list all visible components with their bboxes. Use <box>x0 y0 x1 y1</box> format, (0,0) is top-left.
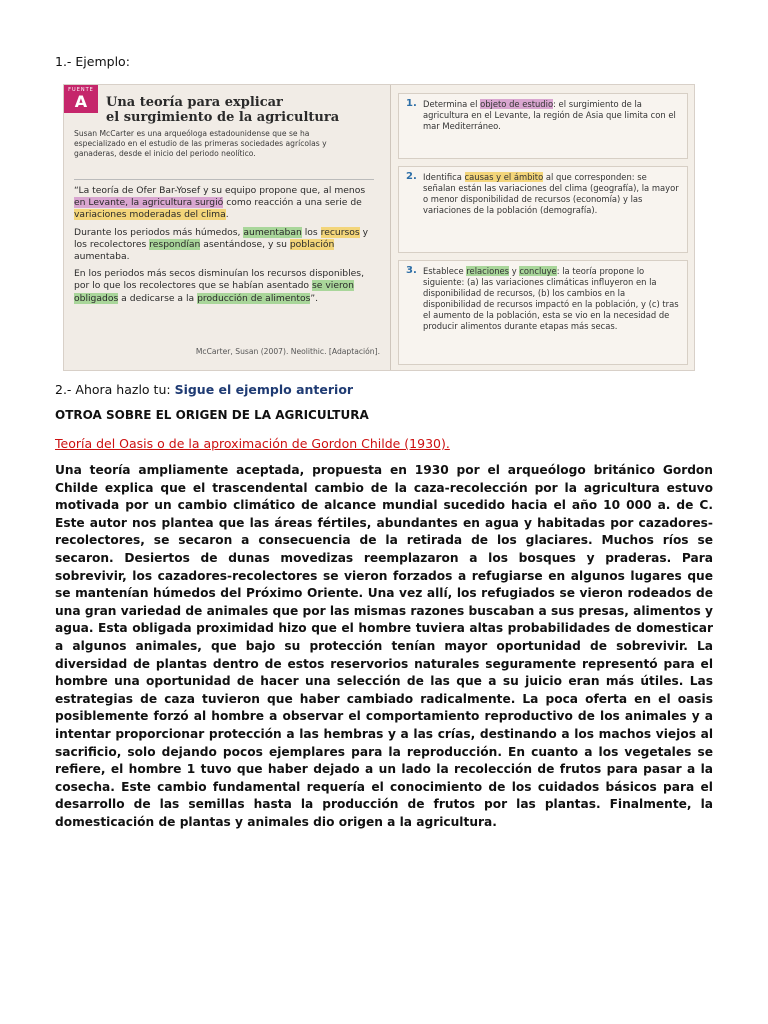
divider <box>74 179 374 180</box>
section-heading: OTROA SOBRE EL ORIGEN DE LA AGRICULTURA <box>55 408 369 422</box>
highlight-green: producción de alimentos <box>197 292 311 304</box>
step-text: Identifica <box>423 172 465 182</box>
figure-title <box>106 95 366 125</box>
step-text: : el surgimiento de la agricultura en el Levante, la región de Asia que limita con el mar Mediterráneo. <box>423 99 676 131</box>
step-number: 2. <box>406 171 417 182</box>
quote-text: como reacción a una serie de <box>223 197 362 209</box>
highlight-pink: en Levante, la agricultura surgió <box>74 197 224 209</box>
figure-intro: Susan McCarter es una arqueóloga estadounidense que se ha especializado en el estudio de las primeras sociedades agrícolas y ganaderas, desde el inicio del periodo neolítico. <box>74 129 327 158</box>
highlight-green: concluye <box>519 266 557 276</box>
source-tag-letter: A <box>74 92 88 111</box>
body-paragraph: Una teoría ampliamente aceptada, propuesta en 1930 por el arqueólogo británico Gordon Childe explica que el trascendental cambio de la caza-recolección por la agricultura estuvo motivada por un cambio climático de alcance mundial sucedido hacia el año 10 000 a. de C. Este autor nos plantea que las áreas fértiles, abundantes en agua y habitadas por cazadores-recolectores, se secaron a consecuencia de la retirada de los glaciares. Muchos ríos se secaron. Desiertos de dunas movedizas reemplazaron a los bosques y praderas. Para sobrevivir, los cazadores-recolectores se vieron forzados a refugiarse en algunos lugares que se mantenían húmedos del Próximo Oriente. Una vez allí, los refugiados se vieron rodeados de una gran variedad de animales que por las mismas razones buscaban a sus presas, alimentos y agua. Esta obligada proximidad hizo que el hombre tuviera altas probabilidades de domesticar a algunos animales, que bajo su protección tenían mayor oportunidad de sobrevivir. La diversidad de plantas dentro de estos reservorios naturales seguramente representó para el hombre una oportunidad de hacer una selección de las que a su juicio eran más útiles. Las estrategias de caza tuvieron que haber cambiado radicalmente. La poca oferta en el oasis posiblemente forzó al hombre a observar el comportamiento reproductivo de los animales y a intentar proporcionar protección a las hembras y a las crías, destinando a los machos viejos al sacrificio, solo dejando pocos ejemplares para la reproducción. En cuanto a los vegetales se refiere, el hombre 1 tuvo que haber dejado a un lado la recolección de frutos para pasar a la cosecha. Este cambio fundamental requería el conocimiento de los cuidados básicos para el desarrollo de las semillas hasta la producción de frutos por las plantas. Finalmente, la domesticación de plantas y animales dio origen a la agricultura. <box>55 463 713 829</box>
source-tag <box>64 85 98 113</box>
quote-text: y los recolectores <box>74 226 369 250</box>
step-text: Determina el <box>423 99 481 109</box>
quote-text: “La teoría de Ofer Bar-Yosef y su equipo propone que, al menos <box>74 185 366 196</box>
step-text: : la teoría propone lo siguiente: (a) las variaciones climáticas influyeron en la disponibilidad de recursos, (b) los cambios en la disponibilidad de recursos impactó en la población, y (c) tras el aumento de la población, esta se vio en la necesidad de producir alimentos durante etapas más secas. <box>423 266 679 331</box>
highlight-pink: objeto de estudio <box>480 99 554 109</box>
quote-paragraph-2 <box>74 227 379 264</box>
step-text: y <box>509 266 520 276</box>
quote-text: . <box>225 209 229 221</box>
step-text: al que corresponden: se señalan están las variaciones del clima (geografía), la mayor o menor disponibilidad de recursos (economía) y las variaciones de la población (demografía). <box>423 172 679 215</box>
quote-text: Durante los periodos más húmedos, <box>74 226 244 238</box>
instruction-line <box>55 382 353 397</box>
source-panel <box>64 85 391 370</box>
highlight-yellow: variaciones moderadas del clima <box>74 209 226 221</box>
quote-text: ”. <box>310 292 319 304</box>
instruction-emphasis: Sigue el ejemplo anterior <box>174 382 354 397</box>
step-text: Establece <box>423 266 467 276</box>
theory-title-link[interactable]: Teoría del Oasis o de la aproximación de Gordon Childe (1930). <box>55 436 450 451</box>
highlight-green: respondían <box>149 238 201 250</box>
highlight-green: se vieron obligados <box>74 280 354 304</box>
quote-paragraph-1 <box>74 185 379 222</box>
instruction-prefix: 2.- Ahora hazlo tu: <box>55 382 175 397</box>
highlight-yellow: recursos <box>320 226 360 238</box>
source-tag-label: FUENTE <box>68 87 94 93</box>
quote-text: aumentaba. <box>74 251 130 263</box>
textbook-figure <box>63 84 695 371</box>
step-box-1 <box>398 93 688 159</box>
figure-title-line2: el surgimiento de la agricultura <box>106 110 340 125</box>
example-label: 1.- Ejemplo: <box>55 54 130 69</box>
figure-title-line1: Una teoría para explicar <box>106 95 283 110</box>
figure-quote <box>74 185 379 310</box>
highlight-yellow: población <box>289 238 335 250</box>
step-number: 3. <box>406 265 417 276</box>
quote-text: asentándose, y su <box>200 238 290 250</box>
step-box-3 <box>398 260 688 365</box>
highlight-green: aumentaban <box>243 226 302 238</box>
quote-text: a dedicarse a la <box>118 292 198 304</box>
step-number: 1. <box>406 98 417 109</box>
quote-text: los <box>301 226 321 238</box>
highlight-green: relaciones <box>466 266 510 276</box>
quote-text: En los periodos más secos disminuían los recursos disponibles, por lo que los recolectores que se habían asentado <box>74 268 364 292</box>
step-box-2 <box>398 166 688 253</box>
figure-citation: McCarter, Susan (2007). Neolithic. [Adaptación]. <box>195 347 380 356</box>
highlight-yellow: causas y el ámbito <box>464 172 544 182</box>
quote-paragraph-3 <box>74 268 379 305</box>
